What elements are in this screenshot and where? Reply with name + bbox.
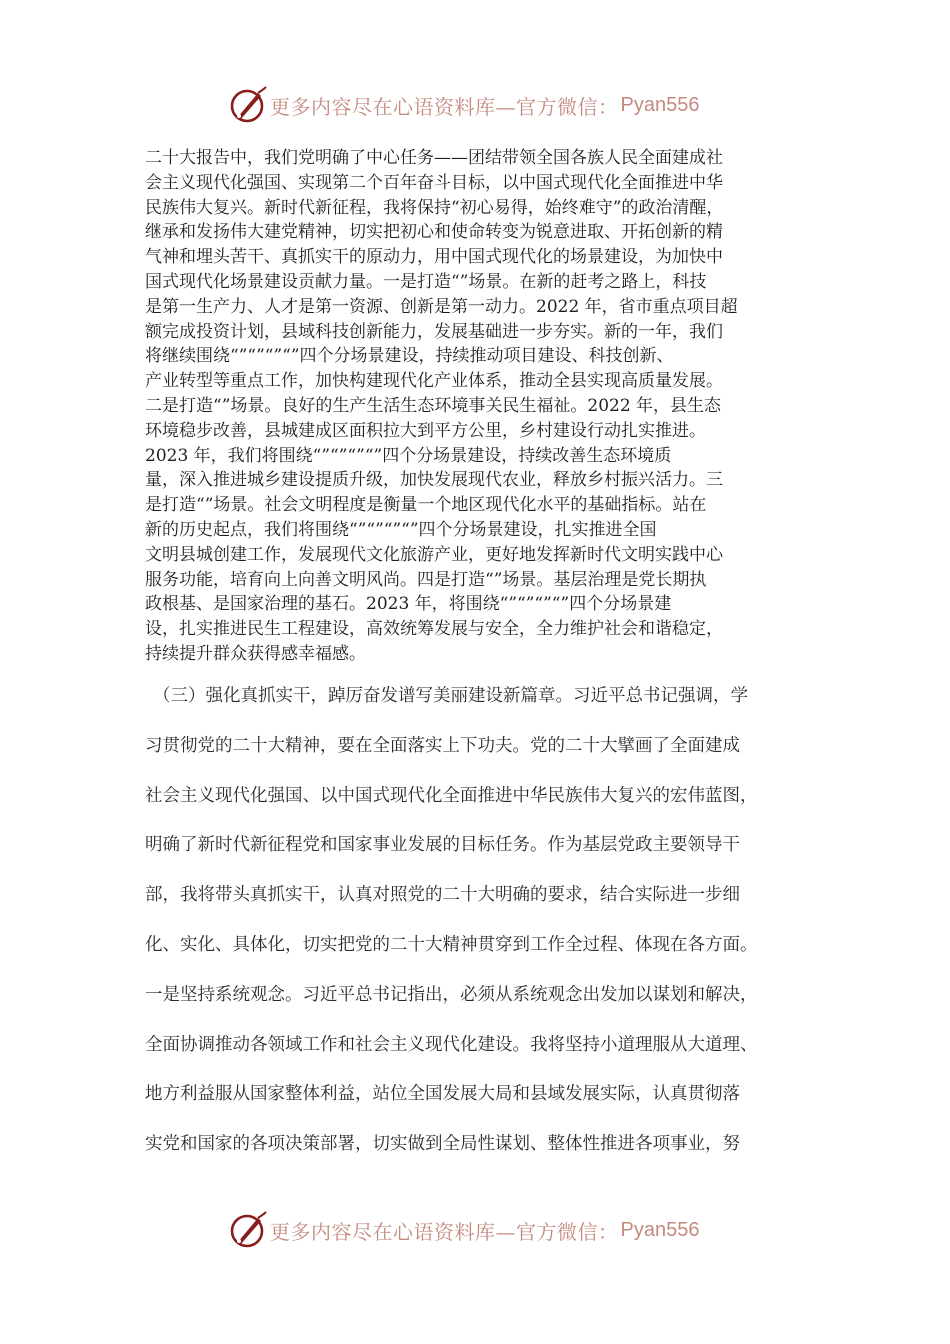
text-line: 全面协调推动各领域工作和社会主义现代化建设。我将坚持小道理服从大道理、 — [145, 1034, 758, 1055]
body-paragraph-dense — [145, 146, 815, 667]
quill-pen-icon — [228, 85, 268, 125]
text-line: 文明县城创建工作，发展现代文化旅游产业，更好地发挥新时代文明实践中心 — [145, 544, 723, 565]
text-line: 明确了新时代新征程党和国家事业发展的目标任务。作为基层党政主要领导干 — [145, 835, 740, 856]
text-line: 持续提升群众获得感幸福感。 — [145, 643, 366, 664]
text-line: 继承和发扬伟大建党精神，切实把初心和使命转变为锐意进取、开拓创新的精 — [145, 222, 723, 243]
text-line: 会主义现代化强国、实现第二个百年奋斗目标，以中国式现代化全面推进中华 — [145, 172, 723, 193]
watermark-wechat-id: Pyan556 — [620, 93, 700, 116]
text-line: 化、实化、具体化，切实把党的二十大精神贯穿到工作全过程、体现在各方面。 — [145, 934, 758, 955]
text-line: 二是打造“”场景。良好的生产生活生态环境事关民生福祉。2022 年，县生态 — [145, 395, 722, 416]
text-line: 习贯彻党的二十大精神，要在全面落实上下功夫。党的二十大擘画了全面建成 — [145, 735, 740, 756]
text-line: 产业转型等重点工作，加快构建现代化产业体系，推动全县实现高质量发展。 — [145, 371, 723, 392]
text-line: 设，扎实推进民生工程建设，高效统筹发展与安全，全力维护社会和谐稳定， — [145, 619, 723, 640]
text-line: 气神和埋头苦干、真抓实干的原动力，用中国式现代化的场景建设，为加快中 — [145, 247, 723, 268]
text-line: 是第一生产力、人才是第一资源、创新是第一动力。2022 年，省市重点项目超 — [145, 296, 738, 317]
text-line: 二十大报告中，我们党明确了中心任务——团结带领全国各族人民全面建成社 — [145, 148, 723, 168]
body-paragraph-section-three — [145, 680, 820, 1178]
text-line: 环境稳步改善，县城建成区面积拉大到平方公里，乡村建设行动扎实推进。 — [145, 420, 706, 441]
text-line: 服务功能，培育向上向善文明风尚。四是打造“”场景。基层治理是党长期执 — [145, 569, 707, 590]
text-line: 政根基、是国家治理的基石。2023 年，将围绕“”“”“”“”四个分场景建 — [145, 594, 672, 615]
text-line: 实党和国家的各项决策部署，切实做到全局性谋划、整体性推进各项事业，努 — [145, 1134, 740, 1155]
text-line: 国式现代化场景建设贡献力量。一是打造“”场景。在新的赶考之路上，科技 — [145, 271, 707, 292]
text-line: 地方利益服从国家整体利益，站位全国发展大局和县域发展实际，认真贯彻落 — [145, 1084, 740, 1105]
text-line: 民族伟大复兴。新时代新征程，我将保持“初心易得，始终难守”的政治清醒， — [145, 197, 724, 218]
quill-pen-icon — [228, 1210, 268, 1250]
text-line: 量，深入推进城乡建设提质升级，加快发展现代农业，释放乡村振兴活力。三 — [145, 470, 723, 491]
text-line: 社会主义现代化强国、以中国式现代化全面推进中华民族伟大复兴的宏伟蓝图， — [145, 785, 758, 806]
watermark-text: 更多内容尽在心语资料库—官方微信： — [270, 1219, 619, 1244]
text-line: 部，我将带头真抓实干，认真对照党的二十大明确的要求，结合实际进一步细 — [145, 885, 740, 906]
text-line: （三）强化真抓实干，踔厉奋发谱写美丽建设新篇章。习近平总书记强调，学 — [153, 686, 748, 706]
footer-watermark — [228, 1210, 748, 1250]
header-watermark — [228, 85, 748, 125]
text-line: 额完成投资计划，县域科技创新能力，发展基础进一步夯实。新的一年，我们 — [145, 321, 723, 342]
text-line: 新的历史起点，我们将围绕“”“”“”“”四个分场景建设，扎实推进全国 — [145, 519, 657, 540]
watermark-text: 更多内容尽在心语资料库—官方微信： — [270, 94, 619, 119]
watermark-wechat-id: Pyan556 — [620, 1218, 700, 1241]
text-line: 2023 年，我们将围绕“”“”“”“”四个分场景建设，持续改善生态环境质 — [145, 445, 672, 466]
text-line: 是打造“”场景。社会文明程度是衡量一个地区现代化水平的基础指标。站在 — [145, 495, 707, 516]
text-line: 一是坚持系统观念。习近平总书记指出，必须从系统观念出发加以谋划和解决， — [145, 984, 758, 1005]
text-line: 将继续围绕“”“”“”“”四个分场景建设，持续推动项目建设、科技创新、 — [145, 346, 674, 367]
